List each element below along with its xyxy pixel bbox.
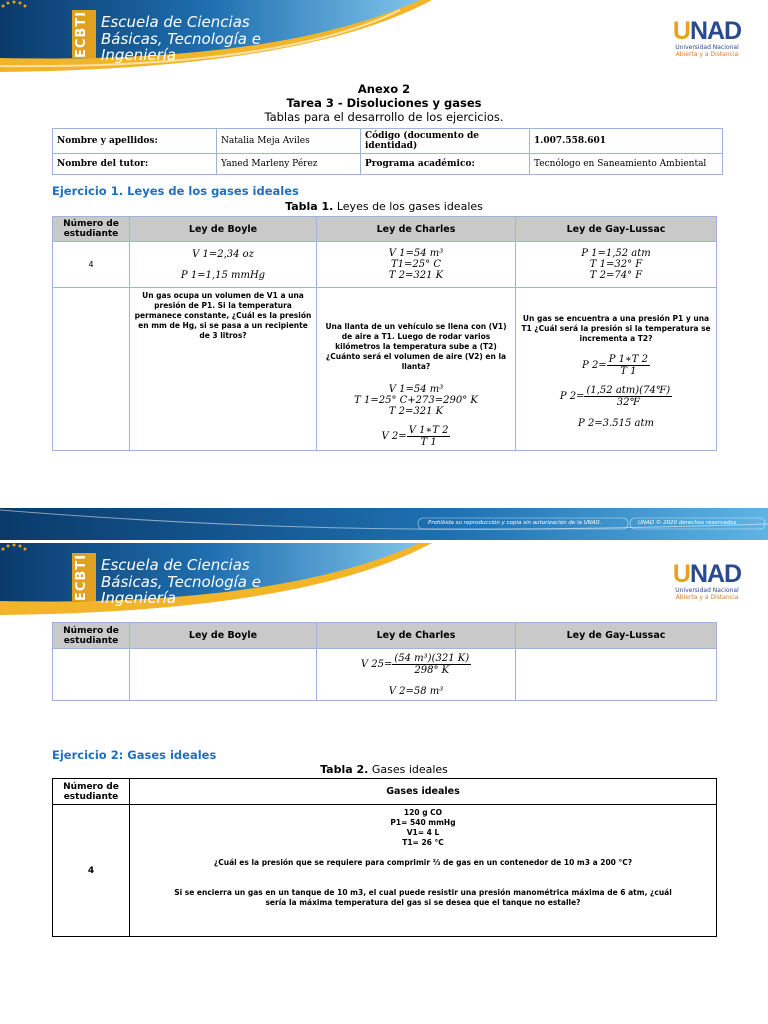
col-ideal-gases: Gases ideales xyxy=(130,779,717,805)
col-student-3: Número de estudiante xyxy=(53,779,130,805)
school-name-2: Escuela de Ciencias Básicas, Tecnología e Ingeniería xyxy=(101,556,261,607)
student-number: 4 xyxy=(53,242,130,288)
col-boyle-2: Ley de Boyle xyxy=(130,623,317,649)
annex-title: Anexo 2 xyxy=(357,82,411,96)
id-label: Código (documento de identidad) xyxy=(361,129,530,154)
col-student: Número de estudiante xyxy=(53,217,130,242)
gay-formula-1: P 2= $\frac{P 1∗T 2}{T 1}$ xyxy=(582,354,648,377)
student-info-table xyxy=(52,128,723,175)
charles-continued xyxy=(317,649,516,701)
col-charles-2: Ley de Charles xyxy=(317,623,516,649)
exercise-2-heading: Ejercicio 2: Gases ideales xyxy=(52,748,217,762)
footer-copyright: UNAD © 2020 derechos reservados xyxy=(638,520,737,526)
school-name: Escuela de Ciencias Básicas, Tecnología e Ingeniería xyxy=(101,13,261,64)
col-gay-lussac: Ley de Gay-Lussac xyxy=(516,217,717,242)
header-banner xyxy=(0,0,768,72)
empty-cell xyxy=(53,649,130,701)
gay-lussac-solution: Un gas se encuentra a una presión P1 y una T1 ¿Cuál será la presión si la temperatura se incrementa a T2? P 2= $\frac{P 1∗T 2}{T 1}$ P 2= $\frac{\text{(1,52 atm)(74℉)}}{32℉}$ P 2=3.515 atm xyxy=(516,288,717,451)
unad-logo: UNAD Universidad Nacional Abierta y a Distancia xyxy=(672,17,742,58)
boyle-solution: Un gas ocupa un volumen de V1 a una presión de P1. Si la temperatura permanece constante, ¿Cuál es la presión en mm de Hg, si se pasa a un recipiente de 3 litros? xyxy=(130,288,317,451)
col-charles: Ley de Charles xyxy=(317,217,516,242)
ideal-gases-problem: 120 g CO P1= 540 mmHg V1= 4 L T1= 26 °C ¿Cuál es la presión que se requiere para comprimir ⅔ de gas en un contenedor de 10 m3 a 200 °C? Si se encierra un gas en un tanque de 10 m3, el cual puede resistir una presión manométrica máxima de 6 atm, ¿cuál sería la máxima temperatura del gas si se desea que el tanque no estalle? xyxy=(130,805,717,937)
col-boyle: Ley de Boyle xyxy=(130,217,317,242)
boyle-data: V 1=2,34 oz P 1=1,15 mmHg xyxy=(130,242,317,288)
charles-formula: V 2= $\frac{V 1∗T 2}{T 1}$ xyxy=(381,425,449,448)
header-banner-page-2 xyxy=(0,543,768,615)
gay-lussac-data: P 1=1,52 atm T 1=32° F T 2=74° F xyxy=(516,242,717,288)
task-subtitle: Tablas para el desarrollo de los ejercicios. xyxy=(264,110,504,124)
table-2-caption: Tabla 2. Gases ideales xyxy=(320,763,448,776)
tutor-value: Yaned Marleny Pérez xyxy=(217,154,361,175)
col-student-2: Número de estudiante xyxy=(53,623,130,649)
charles-continued-result: V 2=58 m³ xyxy=(388,685,444,697)
charles-solution: Una llanta de un vehículo se llena con (V1) de aire a T1. Luego de rodar varios kilómetros la temperatura sube a (T2) ¿Cuánto será el volumen de aire (V2) en la llanta? V 1=54 m³ T 1=25° C+273=290° K T 2=321 K V 2= $\frac{V 1∗T 2}{T 1}$ xyxy=(317,288,516,451)
empty-cell xyxy=(53,288,130,451)
table-1-caption: Tabla 1. Leyes de los gases ideales xyxy=(285,200,483,213)
charles-continued-formula: V 25= $\frac{\text{(54 m³)(321 K)}}{298^\circ K}$ xyxy=(360,652,470,676)
logo-dots-icon-2 xyxy=(0,543,28,551)
page-footer xyxy=(0,508,768,540)
gas-laws-table xyxy=(52,216,717,451)
col-gay-lussac-2: Ley de Gay-Lussac xyxy=(516,623,717,649)
footer-notice: Prohibida su reproducción y copia sin autorización de la UNAD. xyxy=(428,520,602,526)
charles-data: V 1=54 m³ T1=25° C T 2=321 K xyxy=(317,242,516,288)
name-label: Nombre y apellidos: xyxy=(53,129,217,154)
ecbti-label-2: ECBTI xyxy=(74,553,89,601)
gay-formula-2: P 2= $\frac{\text{(1,52 atm)(74℉)}}{32℉}$ xyxy=(559,385,671,408)
gay-result: P 2=3.515 atm xyxy=(578,418,654,429)
ecbti-label: ECBTI xyxy=(74,10,89,58)
unad-logo-2: UNAD Universidad Nacional Abierta y a Distancia xyxy=(672,560,742,601)
gas-laws-table-continued xyxy=(52,622,717,701)
task-title: Tarea 3 - Disoluciones y gases xyxy=(286,96,482,110)
tutor-label: Nombre del tutor: xyxy=(53,154,217,175)
empty-cell xyxy=(130,649,317,701)
ideal-gases-table xyxy=(52,778,717,937)
id-value: 1.007.558.601 xyxy=(530,129,723,154)
exercise-1-heading: Ejercicio 1. Leyes de los gases ideales xyxy=(52,184,299,198)
document-title xyxy=(0,82,768,124)
program-value: Tecnólogo en Saneamiento Ambiental xyxy=(530,154,723,175)
empty-cell xyxy=(516,649,717,701)
program-label: Programa académico: xyxy=(361,154,530,175)
logo-dots-icon xyxy=(0,0,28,8)
name-value: Natalia Meja Aviles xyxy=(217,129,361,154)
student-number-2: 4 xyxy=(53,805,130,937)
